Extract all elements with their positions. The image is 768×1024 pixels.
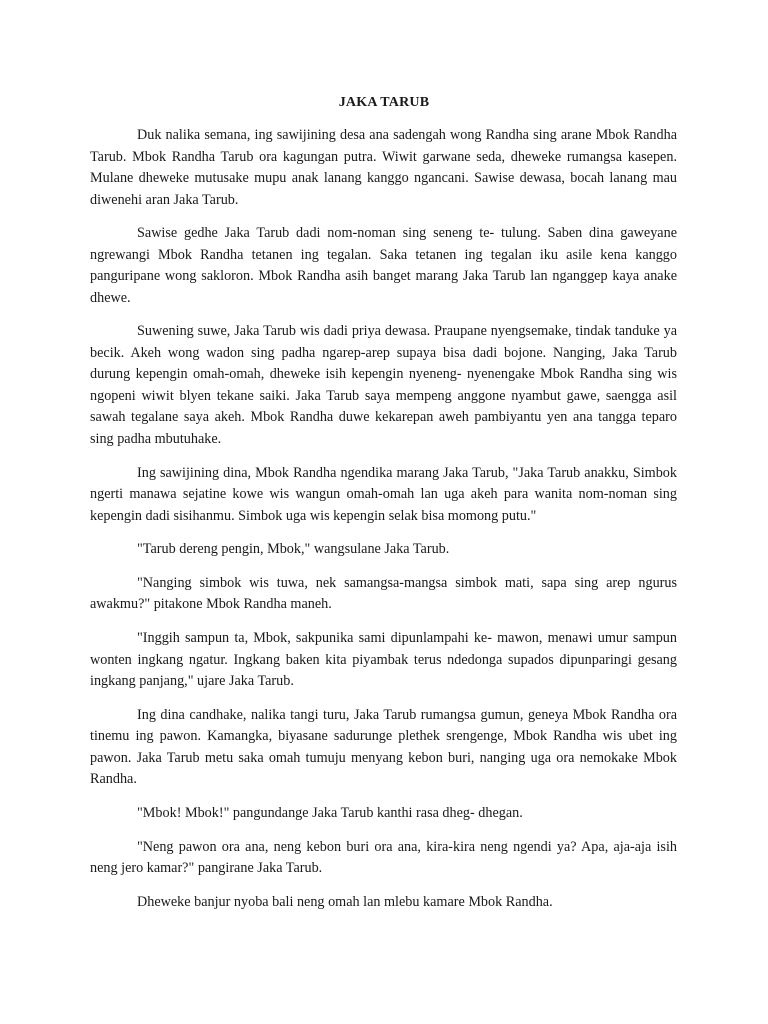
document-body	[90, 125, 677, 926]
paragraph-11: Dheweke banjur nyoba bali neng omah lan mlebu kamare Mbok Randha.	[137, 893, 553, 910]
paragraph-1: Duk nalika semana, ing sawijining desa ana sadengah wong Randha sing arane Mbok Randha Tarub. Mbok Randha Tarub ora kagungan putra. Wiwit garwane seda, dheweke rumangsa kasepen. Mulane dheweke mutusake mupu anak lanang kanggo ngancani. Sawise dewasa, bocah lanang mau diwenehi aran Jaka Tarub.	[90, 127, 677, 208]
paragraph-6: "Nanging simbok wis tuwa, nek samangsa-mangsa simbok mati, sapa sing arep ngurus awakmu?" pitakone Mbok Randha maneh.	[90, 574, 677, 613]
document-title: JAKA TARUB	[338, 95, 430, 110]
paragraph-9: "Mbok! Mbok!" pangundange Jaka Tarub kanthi rasa dheg- dhegan.	[137, 805, 523, 821]
paragraph-5: "Tarub dereng pengin, Mbok," wangsulane Jaka Tarub.	[137, 541, 450, 558]
paragraph-4: Ing sawijining dina, Mbok Randha ngendika marang Jaka Tarub, "Jaka Tarub anakku, Simbok ngerti manawa sejatine kowe wis wangun omah-omah lan uga akeh para wanita nom-noman sing kepengin dadi sisihanmu. Simbok uga wis kepengin selak bisa momong putu."	[90, 464, 677, 524]
paragraph-2: Sawise gedhe Jaka Tarub dadi nom-noman sing seneng te- tulung. Saben dina gaweyane ngrewangi Mbok Randha tetanen ing tegalan. Saka tetanen ing tegalan iku asile kena kanggo panguripane wong sakloron. Mbok Randha asih banget marang Jaka Tarub lan nganggep kaya anake dhewe.	[90, 225, 677, 306]
paragraph-3: Suwening suwe, Jaka Tarub wis dadi priya dewasa. Praupane nyengsemake, tindak tanduke ya becik. Akeh wong wadon sing padha ngarep-arep supaya bisa dadi bojone. Nanging, Jaka Tarub durung kepengin omah-omah, dheweke isih kepengin nyeneng- nyenengake Mbok Randha sing wis ngopeni wiwit blyen tekane saiki. Jaka Tarub saya mempeng anggone nyambut gawe, saengga asil sawah tegalane saya akeh. Mbok Randha duwe kekarepan aweh pambiyantu yen ana tangga teparo sing padha mbutuhake.	[90, 323, 677, 447]
paragraph-7: "Inggih sampun ta, Mbok, sakpunika sami dipunlampahi ke- mawon, menawi umur sampun wonten ingkang ngatur. Ingkang baken kita piyambak terus ndedonga supados dipunparingi gesang ingkang panjang," ujare Jaka Tarub.	[90, 630, 677, 690]
paragraph-8: Ing dina candhake, nalika tangi turu, Jaka Tarub rumangsa gumun, geneya Mbok Randha ora tinemu ing pawon. Kamangka, biyasane sadurunge plethek srengenge, Mbok Randha wis ubet ing pawon. Jaka Tarub metu saka omah tumuju menyang kebon buri, nanging uga ora nemokake Mbok Randha.	[90, 706, 677, 788]
paragraph-10: "Neng pawon ora ana, neng kebon buri ora ana, kira-kira neng ngendi ya? Apa, aja-aja isih neng jero kamar?" pangirane Jaka Tarub.	[90, 838, 677, 877]
